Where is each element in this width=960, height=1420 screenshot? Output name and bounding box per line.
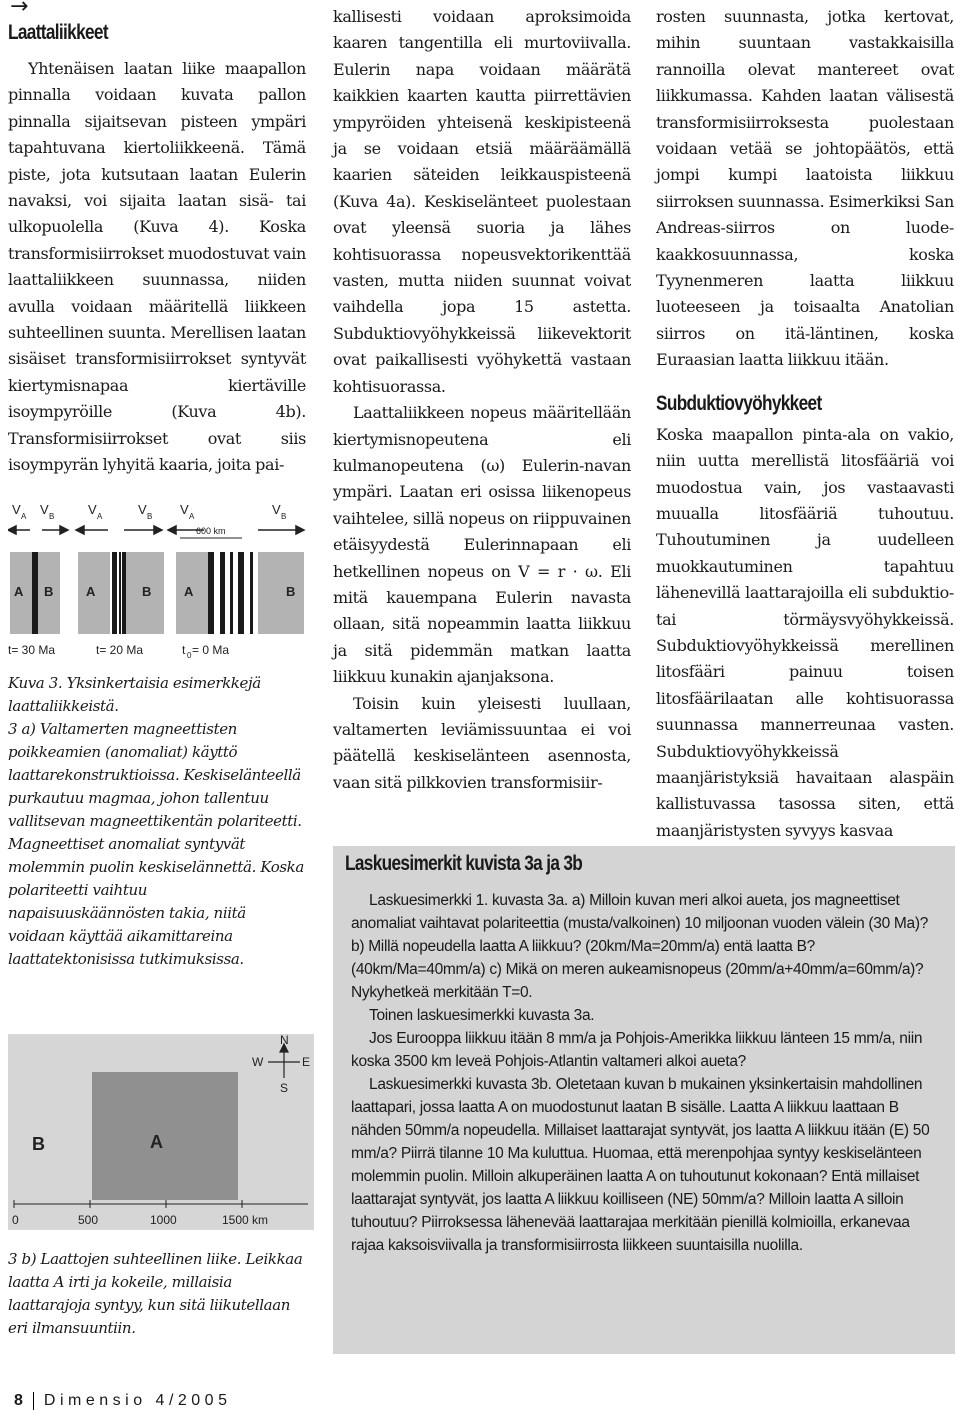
plate-label: B xyxy=(142,584,152,599)
calculation-examples-box xyxy=(333,846,955,1354)
paragraph: Laattaliikkeen nopeus määritellään kiertymisnopeutena eli kulmanopeutena (ω) Eulerin-navan ympäri. Laatan eri osissa liikenopeus vaihtelee, sillä nopeus on riippuvainen etäisyydestä Eulerinnapaan eli hetkellinen nopeus on V = r · ω. Eli mitä kauempana Eulerin navasta ollaan, sitä nopeammin laatta liikkuu ja sitä pidemmän matkan laatta liikkuu kunakin ajanjaksona. xyxy=(333,403,631,687)
velocity-sub: B xyxy=(147,512,153,521)
velocity-label: V xyxy=(138,502,147,517)
footer-divider xyxy=(33,1392,34,1410)
velocity-label: V xyxy=(272,502,281,517)
figure-3a-diagram xyxy=(8,492,306,670)
compass-e: E xyxy=(302,1055,311,1069)
time-label: t= 20 Ma xyxy=(96,643,144,657)
paragraph: Yhtenäisen laatan liike maapallon pinnalla voidaan kuvata pallon pinnalla sijaitsevan pisteen ympäri tapahtuvana kiertoliikkeenä. Tämä piste, jota kutsutaan laatan Eulerin navaksi, voi sijaita laatan sisä- tai ulkopuolella (Kuva 4). Koska transformisiirrokset muodostuvat vain laattaliikkeen suunnassa, niiden avulla voidaan määritellä liikkeen suhteellinen suunta. Merellisen laatan sisäiset transformisiirrokset syntyvät kiertymisnapaa kiertäville isoympyröille (Kuva 4b). Transformisiirrokset ovat siis isoympyrän lyhyitä kaaria, joita pai- xyxy=(8,59,306,475)
paragraph: Koska maapallon pinta-ala on vakio, niin uutta merellistä litosfääriä voi muodostua vain, jos vastaavasti muualla litosfääriä tuhoutuu. Tuhoutuminen ja uudelleen muokkautuminen tapahtuu lähenevillä laattarajoilla eli subduktio- tai törmäysvyöhykkeissä. Subduktiovyöhykkeissä merellinen litosfääri painuu toisen litosfäärilaatan alle kohtisuorassa suunnassa mannerreunaa vasten. Subduktiovyöhykkeissä maanjäristyksiä havaitaan alaspäin kallistuvassa tasossa siten, että maanjäristysten syvyys kasvaa xyxy=(656,424,954,840)
time-label: t xyxy=(182,643,186,657)
panel-t30 xyxy=(10,552,60,634)
scale-label: 600 km xyxy=(196,526,226,536)
velocity-sub: A xyxy=(189,512,195,521)
plate-label: A xyxy=(14,584,24,599)
subduction-heading: Subduktiovyöhykkeet xyxy=(656,391,822,415)
box-title: Laskuesimerkit kuvista 3a ja 3b xyxy=(345,852,583,875)
axis-tick: 0 xyxy=(12,1213,19,1227)
figure-3a xyxy=(8,492,306,670)
magazine-name: Dimensio 4/2005 xyxy=(43,1392,232,1410)
figure-3b xyxy=(8,1034,314,1234)
box-paragraph: Laskuesimerkki 1. kuvasta 3a. a) Milloin kuvan meri alkoi aueta, jos magneettiset anomaliat vaihtavat polariteettia (musta/valkoinen) 10 miljoonan vuoden välein (30 Ma)? b) Millä nopeudella laatta A liikkuu? (20km/Ma=20mm/a) entä laatta B? (40km/Ma=40mm/a) c) Mikä on meren aukeamisnopeus (20mm/a+40mm/a=60mm/a)? Nykyhetkeä merkitään T=0. xyxy=(351,892,929,1001)
page-number: 8 xyxy=(14,1392,23,1410)
velocity-label: V xyxy=(40,502,49,517)
figure-3-caption xyxy=(8,672,304,971)
velocity-labels xyxy=(12,502,286,521)
panel-t20 xyxy=(78,552,164,634)
page-footer xyxy=(14,1392,231,1410)
velocity-arrows xyxy=(8,526,304,534)
plate-label: B xyxy=(286,584,296,599)
panel-t0 xyxy=(176,552,304,634)
axis-tick: 1000 xyxy=(150,1213,177,1227)
velocity-label: V xyxy=(88,502,97,517)
axis-tick: 500 xyxy=(78,1213,99,1227)
paragraph: kallisesti voidaan aproksimoida kaaren tangentilla eli murtoviivalla. Eulerin napa voidaan määrätä kaikkien kaarten kautta piirrettävien ympyröiden yhteisenä keskipisteenä ja se voidaan etsiä määräämällä kaarien säteiden leikkauspisteenä (Kuva 4a). Keskiselänteet puolestaan ovat yleensä suoria ja lähes kohtisuorassa nopeusvektorikenttää vasten, mutta niiden suunnat voivat vaihdella jopa 15 astetta. Subduktiovyöhykkeissä liikevektorit ovat paikallisesti vyöhykettä vastaan kohtisuorassa. xyxy=(333,7,631,396)
compass-s: S xyxy=(280,1081,289,1095)
time-labels xyxy=(8,643,229,660)
paragraph: Toisin kuin yleisesti luullaan, valtamerten leviämissuuntaa ei voi päätellä keskiselänteen asennosta, vaan sitä pilkkovien transformisiir- xyxy=(333,693,631,792)
velocity-sub: A xyxy=(97,512,103,521)
compass-w: W xyxy=(252,1055,264,1069)
velocity-sub: A xyxy=(21,512,27,521)
column-3 xyxy=(656,4,954,844)
plate-label: A xyxy=(86,584,96,599)
plate-b-label: B xyxy=(32,1134,45,1154)
box-text xyxy=(351,889,943,1257)
figure-3b-diagram xyxy=(8,1034,314,1234)
plate-label: A xyxy=(184,584,194,599)
box-paragraph: Toinen laskuesimerkki kuvasta 3a. xyxy=(369,1007,595,1024)
caption-title: Kuva 3. Yksinkertaisia esimerkkejä laattaliikkeistä. xyxy=(8,674,261,715)
velocity-sub: B xyxy=(281,512,287,521)
box-paragraph: Laskuesimerkki kuvasta 3b. Oletetaan kuvan b mukainen yksinkertaisin mahdollinen laattapari, jossa laatta A on muodostunut laatan B sisälle. Laatta A liikkuu laattaan B nähden 50mm/a nopeudella. Millaiset laattarajat syntyvät, jos laatta A liikkuu itään (E) 50 mm/a? Piirrä tilanne 10 Ma kuluttua. Huomaa, että merenpohjaa syntyy keskiselänteen molemmin puolin. Milloin alkuperäinen laatta A on tuhoutunut kokonaan? Entä millaiset laattarajat syntyvät, jos laatta A liikkuu koilliseen (NE) 50mm/a? Milloin laatta A silloin tuhoutuu? Piirroksessa lähenevää laattarajaa merkitään pienillä kolmioilla, erkanevaa rajaa kaksoisviivalla ja transformisiirrosta liikkeen suuntaisilla nuolilla. xyxy=(351,1076,930,1254)
section-heading: Laattaliikkeet xyxy=(8,21,108,44)
time-label: t= 30 Ma xyxy=(8,643,56,657)
continuation-arrow-icon: → xyxy=(10,0,29,19)
velocity-label: V xyxy=(12,502,21,517)
paragraph: rosten suunnasta, jotka kertovat, mihin suuntaan vastakkaisilla rannoilla olevat mantereet ovat liikkumassa. Kahden laatan välisestä transformisiirroksesta puolestaan voidaan vetää se johtopäätös, että jompi kumpi laatoista liikkuu siirroksen suunnassa. Esimerkiksi San Andreas-siirros on luode-kaakkosuunnassa, koska Tyynenmeren laatta liikkuu luoteeseen ja toisaalta Anatolian siirros on itä-läntinen, koska Euraasian laatta liikkuu itään. xyxy=(656,7,954,370)
column-1-text xyxy=(8,56,306,479)
box-paragraph: Jos Eurooppa liikkuu itään 8 mm/a ja Pohjois-Amerikka liikkuu länteen 15 mm/a, niin koska 3500 km leveä Pohjois-Atlantin valtameri alkoi aueta? xyxy=(351,1030,923,1070)
axis-tick: 1500 km xyxy=(222,1213,269,1227)
time-label: = 0 Ma xyxy=(192,643,230,657)
caption-3a: 3 a) Valtamerten magneettisten poikkeamien (anomaliat) käyttö laattarekonstruktioissa. Keskiselänteellä purkautuu magmaa, johon tallentuu vallitsevan magneettikentän polariteetti. Magneettiset anomaliat syntyvät molemmin puolin keskiselännettä. Koska polariteetti vaihtuu napaisuuskäännösten takia, niitä voidaan käyttää aikamittareina laattatektonisissa tutkimuksissa. xyxy=(8,720,304,968)
compass-n: N xyxy=(280,1034,289,1047)
figure-3b-caption xyxy=(8,1248,308,1340)
velocity-label: V xyxy=(180,502,189,517)
plate-a-label: A xyxy=(150,1132,163,1152)
plate-label: B xyxy=(44,584,54,599)
velocity-sub: B xyxy=(49,512,55,521)
caption-3b: 3 b) Laattojen suhteellinen liike. Leikkaa laatta A irti ja kokeile, millaisia laattarajoja syntyy, kun sitä liikutellaan eri ilmansuuntiin. xyxy=(8,1250,303,1337)
column-2 xyxy=(333,4,631,796)
time-sub: 0 xyxy=(187,651,192,660)
